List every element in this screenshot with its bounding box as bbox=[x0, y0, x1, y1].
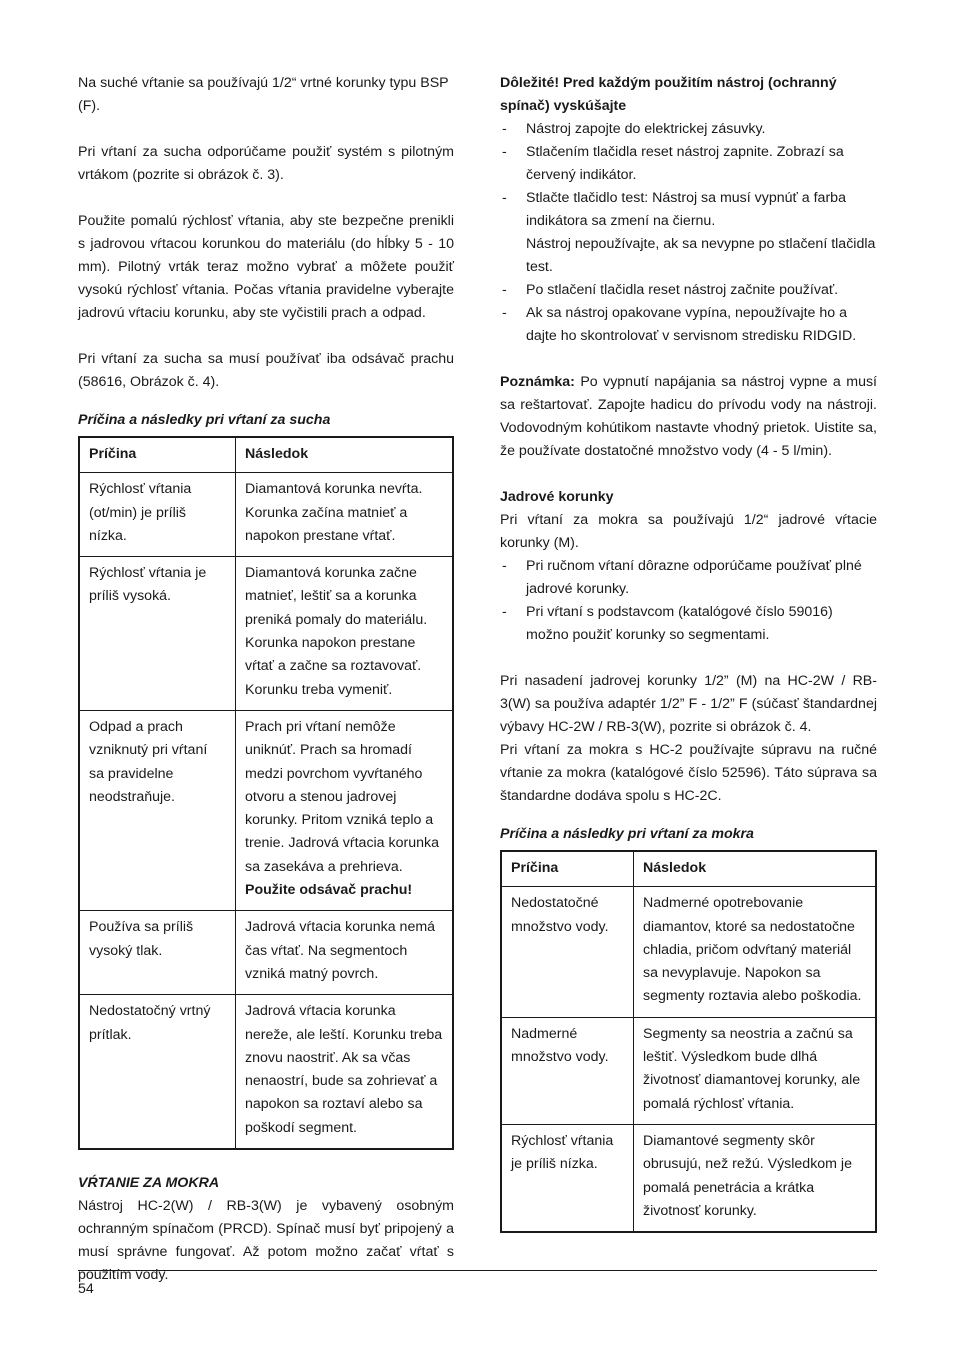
table-header-row bbox=[501, 851, 876, 887]
core-bits-heading: Jadrové korunky bbox=[500, 489, 614, 505]
right-column bbox=[500, 72, 877, 1233]
effect-cell: Diamantová korunka nevŕta. Korunka začína matnieť a napokon prestane vŕtať. bbox=[236, 473, 454, 557]
table-row bbox=[79, 710, 453, 910]
effect-cell: Nadmerné opotrebovanie diamantov, ktoré sa nedostatočne chladia, pričom odvŕtaný materiál sa nevyplavuje. Napokon sa segmenty roztavia alebo poškodia. bbox=[634, 887, 877, 1017]
header-cause: Príčina bbox=[79, 437, 236, 473]
table-row bbox=[79, 995, 453, 1149]
cause-cell: Rýchlosť vŕtania je príliš vysoká. bbox=[79, 557, 236, 711]
cause-cell: Rýchlosť vŕtania je príliš nízka. bbox=[501, 1124, 634, 1232]
effect-cell: Diamantové segmenty skôr obrusujú, než režú. Výsledkom je pomalá penetrácia a krátka životnosť korunky. bbox=[634, 1124, 877, 1232]
core-bits-list bbox=[500, 555, 877, 647]
note-label: Poznámka: bbox=[500, 374, 575, 390]
table-row bbox=[501, 1124, 876, 1232]
header-cause: Príčina bbox=[501, 851, 634, 887]
effect-cell: Segmenty sa neostria a začnú sa leštiť. Výsledkom bude dlhá životnosť diamantovej korunky, ale pomalá rýchlosť vŕtania. bbox=[634, 1017, 877, 1124]
list-item: - Ak sa nástroj opakovane vypína, nepoužívajte ho a dajte ho skontrolovať v servisnom stredisku RIDGID. bbox=[500, 302, 877, 348]
cause-cell: Nedostatočný vrtný prítlak. bbox=[79, 995, 236, 1149]
effect-cell: Jadrová vŕtacia korunka nereže, ale leští. Korunku treba znovu naostriť. Ak sa včas nenaostrí, bude sa zohrievať a napokon sa roztaví alebo sa poškodí segment. bbox=[236, 995, 454, 1149]
list-item: - Po stlačení tlačidla reset nástroj začnite používať. bbox=[500, 279, 877, 302]
effect-cell: Jadrová vŕtacia korunka nemá čas vŕtať. Na segmentoch vzniká matný povrch. bbox=[236, 911, 454, 995]
list-item: - Stlačením tlačidla reset nástroj zapnite. Zobrazí sa červený indikátor. bbox=[500, 141, 877, 187]
dry-table-title: Príčina a následky pri vŕtaní za sucha bbox=[78, 412, 331, 428]
dry-bits-paragraph: Na suché vŕtanie sa používajú 1/2“ vrtné korunky typu BSP (F). bbox=[78, 75, 449, 114]
effect-cell bbox=[236, 710, 454, 910]
header-effect: Následok bbox=[236, 437, 454, 473]
slow-speed-paragraph: Použite pomalú rýchlosť vŕtania, aby ste bezpečne prenikli s jadrovou vŕtacou korunkou do materiálu (do hĺbky 5 - 10 mm). Pilotný vrták teraz možno vybrať a môžete použiť vysokú rýchlosť vŕtania. Počas vŕtania pravidelne vyberajte jadrovú vŕtaciu korunku, aby ste vyčistili prach a odpad. bbox=[78, 213, 454, 321]
pilot-system-paragraph: Pri vŕtaní za sucha odporúčame použiť systém s pilotným vrtákom (pozrite si obrázok č. 3). bbox=[78, 144, 454, 183]
list-item: - Pri ručnom vŕtaní dôrazne odporúčame používať plné jadrové korunky. bbox=[500, 555, 877, 601]
wet-kit-paragraph: Pri vŕtaní za mokra s HC-2 používajte súpravu na ručné vŕtanie za mokra (katalógové číslo 52596). Táto súprava sa štandardne dodáva spolu s HC-2C. bbox=[500, 742, 877, 804]
wet-drilling-heading: VŔTANIE ZA MOKRA bbox=[78, 1175, 220, 1192]
table-row bbox=[501, 887, 876, 1017]
table-row bbox=[79, 473, 453, 557]
header-effect: Následok bbox=[634, 851, 877, 887]
important-list bbox=[500, 118, 877, 348]
list-item: - Nástroj zapojte do elektrickej zásuvky. bbox=[500, 118, 877, 141]
wet-table-title: Príčina a následky pri vŕtaní za mokra bbox=[500, 826, 754, 842]
table-row bbox=[79, 911, 453, 995]
list-item bbox=[500, 233, 877, 279]
cause-cell: Odpad a prach vzniknutý pri vŕtaní sa pravidelne neodstraňuje. bbox=[79, 710, 236, 910]
cause-cell: Nadmerné množstvo vody. bbox=[501, 1017, 634, 1124]
page-number: 54 bbox=[78, 1281, 94, 1297]
left-column bbox=[78, 72, 454, 1287]
effect-warning: Použite odsávač prachu! bbox=[245, 882, 413, 899]
table-row bbox=[501, 1017, 876, 1124]
table-row bbox=[79, 557, 453, 711]
important-heading: Dôležité! Pred každým použitím nástroj (ochranný spínač) vyskúšajte bbox=[500, 75, 837, 114]
list-item: - Stlačte tlačidlo test: Nástroj sa musí vypnúť a farba indikátora sa zmení na čiernu. bbox=[500, 187, 877, 233]
note-text: Po vypnutí napájania sa nástroj vypne a musí sa reštartovať. Zapojte hadicu do prívodu vody na nástroji. Vodovodným kohútikom nastavte vhodný prietok. Uistite sa, že používate dostatočné množstvo vody (4 - 5 l/min). bbox=[500, 374, 877, 459]
core-bits-intro: Pri vŕtaní za mokra sa používajú 1/2“ jadrové vŕtacie korunky (M). bbox=[500, 512, 877, 551]
table-header-row bbox=[79, 437, 453, 473]
wet-drilling-text: Nástroj HC-2(W) / RB-3(W) je vybavený osobným ochranným spínačom (PRCD). Spínač musí byť pripojený a musí správne fungovať. Až potom možno začať vŕtať s použitím vody. bbox=[78, 1198, 454, 1284]
dust-extractor-paragraph: Pri vŕtaní za sucha sa musí používať iba odsávač prachu (58616, Obrázok č. 4). bbox=[78, 351, 454, 390]
cause-cell: Rýchlosť vŕtania (ot/min) je príliš nízka. bbox=[79, 473, 236, 557]
wet-cause-table bbox=[500, 850, 877, 1233]
list-item: - Pri vŕtaní s podstavcom (katalógové číslo 59016) možno použiť korunky so segmentami. bbox=[500, 601, 877, 647]
note-paragraph bbox=[500, 371, 877, 463]
list-item-continuation: Nástroj nepoužívajte, ak sa nevypne po stlačení tlačidla test. bbox=[526, 236, 876, 275]
effect-cell: Diamantová korunka začne matnieť, leštiť sa a korunka preniká pomaly do materiálu. Korunka napokon prestane vŕtať a začne sa roztavovať. Korunku treba vymeniť. bbox=[236, 557, 454, 711]
cause-cell: Nedostatočné množstvo vody. bbox=[501, 887, 634, 1017]
cause-cell: Používa sa príliš vysoký tlak. bbox=[79, 911, 236, 995]
adapter-paragraph: Pri nasadení jadrovej korunky 1/2” (M) na HC-2W / RB-3(W) sa používa adaptér 1/2” F - 1/2” F (súčasť štandardnej výbavy HC-2W / RB-3(W), pozrite si obrázok č. 4. bbox=[500, 673, 877, 735]
effect-text: Prach pri vŕtaní nemôže uniknúť. Prach sa hromadí medzi povrchom vyvŕtaného otvoru a stenou jadrovej korunky. Pritom vzniká teplo a trenie. Jadrová vŕtacia korunka sa zasekáva a prehrieva. bbox=[245, 718, 439, 875]
dry-cause-table bbox=[78, 436, 454, 1150]
footer-divider bbox=[78, 1270, 877, 1271]
